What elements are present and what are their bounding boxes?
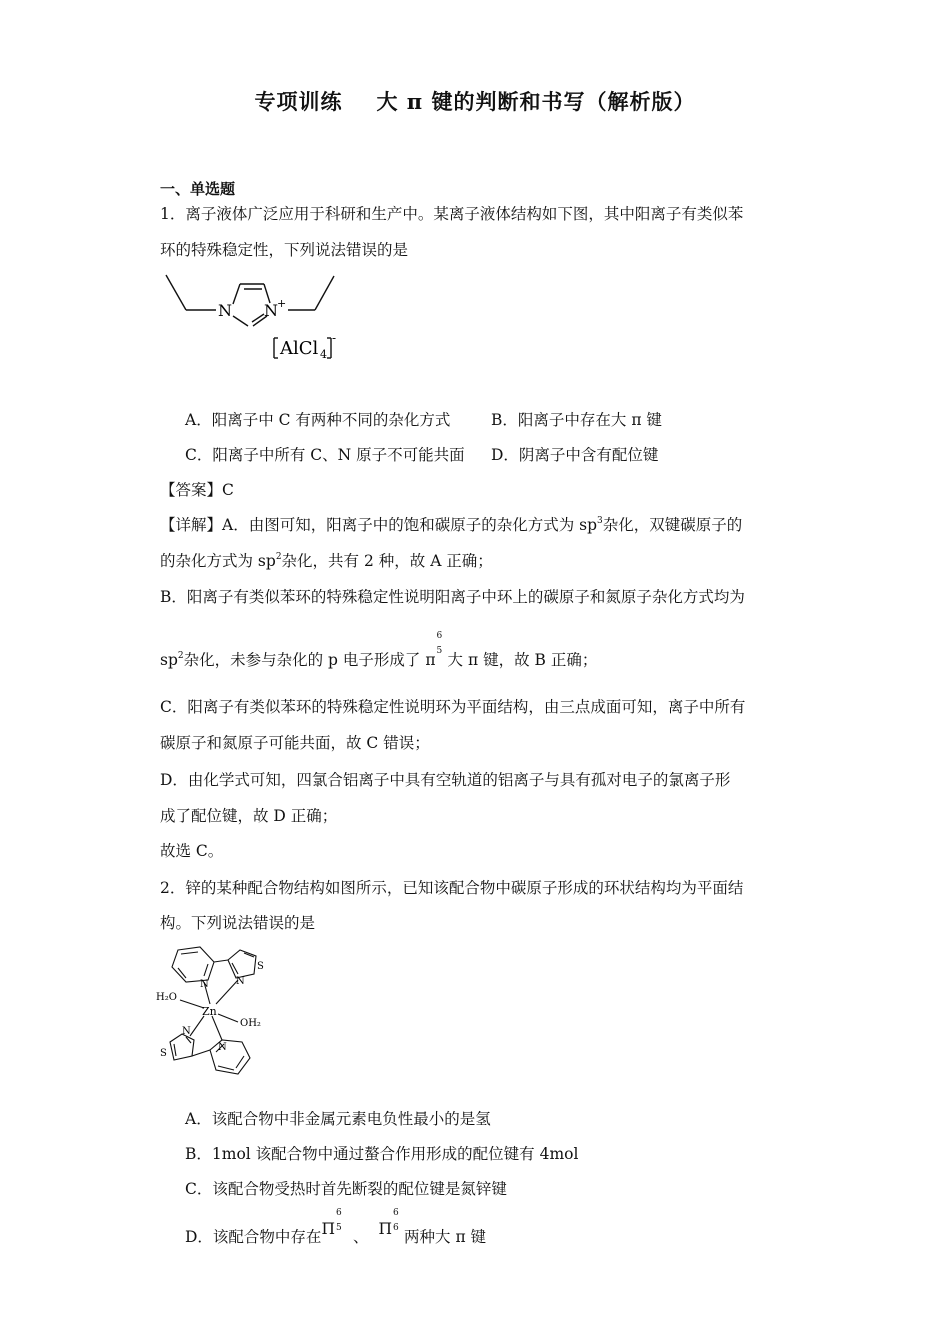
- title-part-1: 专项训练: [254, 89, 343, 114]
- q1-explanation-line-3: B．阳离子有类似苯环的特殊稳定性说明阳离子中环上的碳原子和氮原子杂化方式均为: [160, 588, 745, 606]
- q2-fig-s-top: S: [257, 961, 264, 972]
- q2-option-c: C．该配合物受热时首先断裂的配位键是氮锌键: [185, 1180, 507, 1198]
- q1-option-d: D．阴离子中含有配位键: [491, 446, 659, 464]
- q2-optd-b: 两种大 π 键: [404, 1228, 487, 1246]
- q2-fig-zn: Zn: [202, 1005, 217, 1018]
- q2-fig-s-bottom: S: [160, 1048, 167, 1059]
- q1-option-c: C．阳离子中所有 C、N 原子不可能共面: [185, 446, 465, 464]
- q2-optd-up1: 6: [335, 1208, 342, 1218]
- q1-explanation-line-8: 成了配位键，故 D 正确；: [160, 807, 338, 825]
- q1-exp4-b: 杂化，未参与杂化的 p 电子形成了 π: [183, 651, 436, 669]
- q1-explanation-line-4: [160, 631, 598, 671]
- q2-optd-dn2: 6: [393, 1223, 399, 1233]
- q2-optd-pi2: Π: [378, 1220, 393, 1238]
- q1-ionic-liquid-structure: [160, 270, 360, 370]
- q2-option-a: A．该配合物中非金属元素电负性最小的是氢: [185, 1110, 491, 1128]
- q1-exp4-sup: 2: [177, 651, 184, 661]
- q1-explanation-line-5: C．阳离子有类似苯环的特殊稳定性说明环为平面结构，由三点成面可知，离子中所有: [160, 698, 746, 716]
- q2-stem-line-1: 2．锌的某种配合物结构如图所示，已知该配合物中碳原子形成的环状结构均为平面结: [160, 879, 744, 897]
- q1-explanation-line-2: [160, 550, 493, 572]
- q2-optd-pi1: Π: [321, 1220, 335, 1238]
- q1-option-b: B．阳离子中存在大 π 键: [491, 411, 662, 429]
- q1-exp2-b: 杂化，共有 2 种，故 A 正确；: [281, 552, 493, 570]
- q1-exp1-a: 【详解】A．由图可知，阳离子中的饱和碳原子的杂化方式为 sp: [160, 516, 597, 534]
- q2-optd-up2: 6: [393, 1208, 399, 1218]
- q2-optd-a: D．该配合物中存在: [185, 1228, 322, 1246]
- q1-fig-n1: N: [218, 301, 232, 320]
- q1-exp4-dn: 5: [436, 646, 443, 656]
- q2-stem-line-2: 构。下列说法错误的是: [160, 914, 316, 932]
- q1-exp1-b: 杂化，双键碳原子的: [602, 516, 743, 534]
- q2-optd-dn1: 5: [335, 1223, 342, 1233]
- q2-fig-n-top: N: [200, 979, 209, 990]
- q2-optd-pi2-indices: [392, 1208, 404, 1248]
- q1-fig-anion: AlCl: [280, 338, 319, 359]
- q1-explanation-line-9: 故选 C。: [160, 842, 224, 860]
- q1-exp2-sup: 2: [275, 552, 282, 562]
- q1-exp2-a: 的杂化方式为 sp: [160, 552, 276, 570]
- q1-explanation-line-7: D．由化学式可知，四氯合铝离子中具有空轨道的铝离子与具有孤对电子的氯离子形: [160, 771, 731, 789]
- q2-fig-oh2: OH₂: [240, 1018, 261, 1029]
- q1-fig-anion-sub: 4: [320, 348, 327, 361]
- q1-fig-anion-charge: -: [332, 331, 337, 345]
- q2-fig-n-bottom: N: [218, 1042, 227, 1053]
- q1-fig-n2: N: [264, 301, 278, 320]
- q2-fig-n-thiazole-bottom: N: [182, 1026, 191, 1037]
- title-part-2: 大 π 键的判断和书写（解析版）: [376, 89, 696, 114]
- q2-optd-pi1-indices: [335, 1208, 347, 1248]
- q2-fig-n-thiazole-top: N: [236, 976, 245, 987]
- section-heading: 一、单选题: [160, 180, 236, 198]
- q1-option-a: A．阳离子中 C 有两种不同的杂化方式: [185, 411, 451, 429]
- q2-option-b: B．1mol 该配合物中通过螯合作用形成的配位键有 4mol: [185, 1145, 579, 1163]
- q1-exp4-pi-indices: [436, 631, 448, 671]
- q1-explanation-line-6: 碳原子和氮原子可能共面，故 C 错误；: [160, 734, 430, 752]
- q1-exp1-sup: 3: [597, 516, 603, 526]
- q1-explanation-line-1: [160, 514, 742, 536]
- q2-fig-h2o: H₂O: [156, 992, 177, 1003]
- q1-exp4-up: 6: [436, 631, 443, 641]
- q1-exp4-c: 大 π 键，故 B 正确；: [447, 651, 598, 669]
- q1-exp4-a: sp: [160, 651, 178, 669]
- q2-optd-sep: 、: [352, 1228, 369, 1246]
- q1-fig-charge: +: [277, 297, 287, 310]
- q1-stem-line-1: 1．离子液体广泛应用于科研和生产中。某离子液体结构如下图，其中阳离子有类似苯: [160, 205, 744, 223]
- q1-answer: 【答案】C: [160, 481, 234, 499]
- q2-zinc-complex-structure: [156, 942, 284, 1086]
- page-title: [0, 86, 950, 116]
- q1-stem-line-2: 环的特殊稳定性，下列说法错误的是: [160, 241, 409, 259]
- q2-option-d: [185, 1208, 487, 1248]
